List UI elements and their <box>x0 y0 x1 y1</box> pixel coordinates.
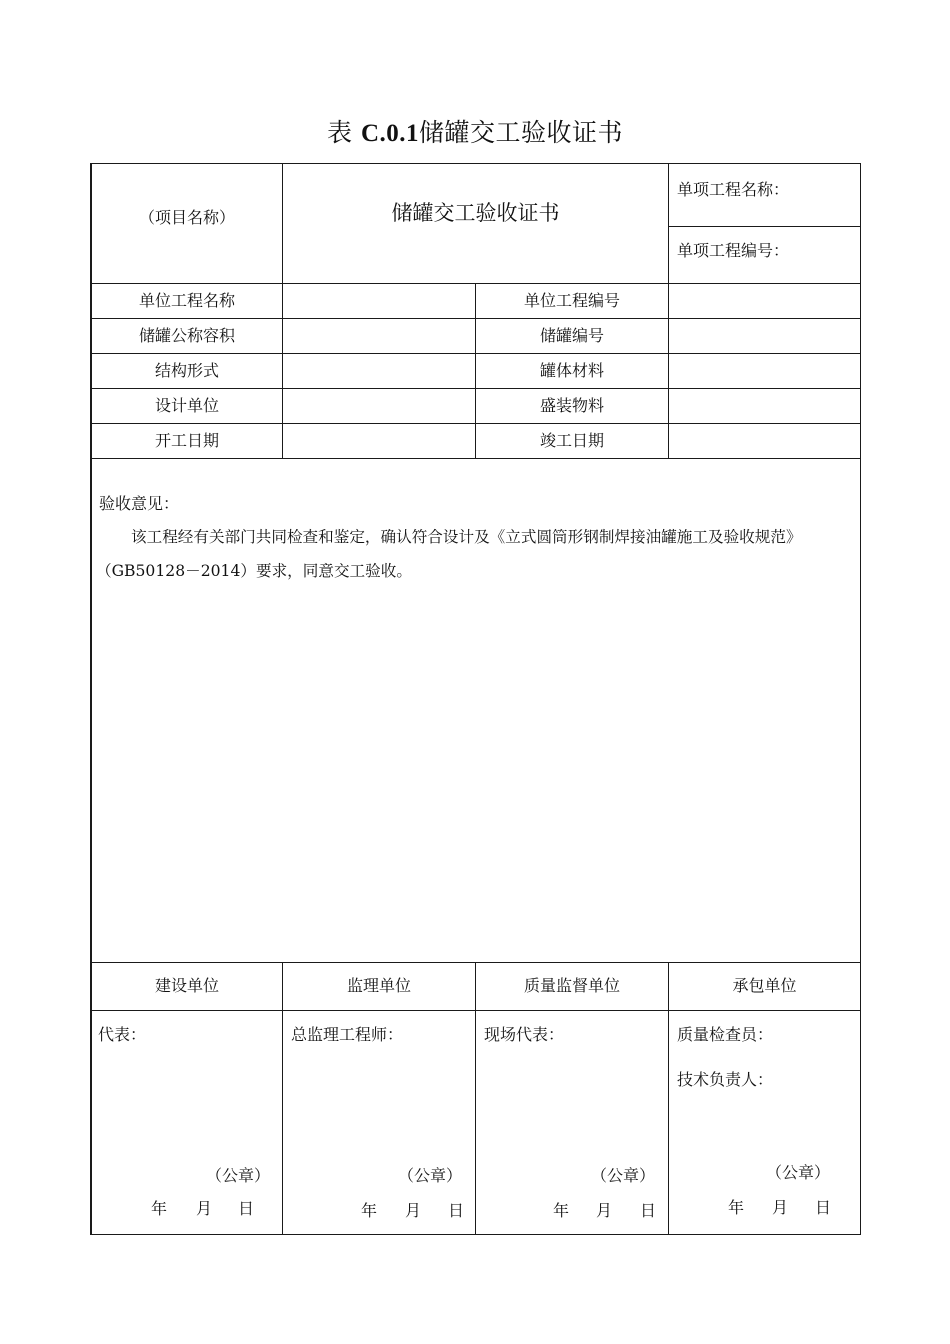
table-line <box>860 163 861 1235</box>
info-label-right: 罐体材料 <box>539 361 604 380</box>
page-title <box>0 113 950 149</box>
title-prefix: 表 <box>326 118 353 147</box>
info-label-right: 竣工日期 <box>539 431 604 450</box>
party-role: 总监理工程师： <box>291 1025 404 1044</box>
opinion-label: 验收意见： <box>99 494 180 513</box>
info-label-right: 盛装物料 <box>539 396 604 415</box>
date-day: 日 <box>815 1198 832 1217</box>
title-name: 储罐交工验收证书 <box>419 118 624 147</box>
sub-project-name-label: 单项工程名称： <box>677 180 790 199</box>
info-label-left: 设计单位 <box>154 396 219 415</box>
date-year: 年 <box>728 1198 745 1217</box>
date-month: 月 <box>196 1199 213 1218</box>
info-label-right: 储罐编号 <box>539 326 604 345</box>
party-role-2: 技术负责人： <box>677 1070 774 1089</box>
party-name: 建设单位 <box>154 976 219 995</box>
seal-label: （公章） <box>206 1166 271 1185</box>
table-line <box>668 163 669 283</box>
party-role: 质量检查员： <box>677 1025 774 1044</box>
table-line <box>668 962 669 1234</box>
table-line <box>668 283 669 458</box>
info-label-left: 结构形式 <box>154 361 219 380</box>
date-month: 月 <box>405 1201 422 1220</box>
table-line <box>90 1234 861 1235</box>
table-line <box>475 962 476 1234</box>
table-line <box>90 163 92 1235</box>
info-label-left: 开工日期 <box>154 431 219 450</box>
party-name: 承包单位 <box>732 976 797 995</box>
date-year: 年 <box>553 1201 570 1220</box>
info-label-left: 储罐公称容积 <box>138 326 235 345</box>
info-label-right: 单位工程编号 <box>523 291 620 310</box>
table-line <box>282 283 283 458</box>
table-line <box>90 458 861 459</box>
opinion-text-line1: 该工程经有关部门共同检查和鉴定，确认符合设计及《立式圆筒形钢制焊接油罐施工及验收规范》 <box>131 528 802 546</box>
seal-label: （公章） <box>766 1163 831 1182</box>
date-day: 日 <box>448 1201 465 1220</box>
party-role: 代表： <box>98 1025 147 1044</box>
seal-label: （公章） <box>591 1166 656 1185</box>
title-code: C.0.1 <box>360 120 419 147</box>
party-name: 监理单位 <box>346 976 411 995</box>
seal-label: （公章） <box>398 1166 463 1185</box>
date-month: 月 <box>772 1198 789 1217</box>
sub-project-code-label: 单项工程编号： <box>677 241 790 260</box>
party-name: 质量监督单位 <box>523 976 620 995</box>
date-day: 日 <box>640 1201 657 1220</box>
date-month: 月 <box>596 1201 613 1220</box>
date-year: 年 <box>151 1199 168 1218</box>
project-name-label: （项目名称） <box>138 208 235 227</box>
table-line <box>668 226 861 227</box>
date-year: 年 <box>361 1201 378 1220</box>
info-label-left: 单位工程名称 <box>138 291 235 310</box>
header-center-title: 储罐交工验收证书 <box>391 201 560 225</box>
table-line <box>90 163 861 164</box>
table-line <box>282 962 283 1234</box>
party-role: 现场代表： <box>484 1025 565 1044</box>
opinion-text-line2: （GB50128－2014）要求，同意交工验收。 <box>96 562 412 580</box>
date-day: 日 <box>238 1199 255 1218</box>
